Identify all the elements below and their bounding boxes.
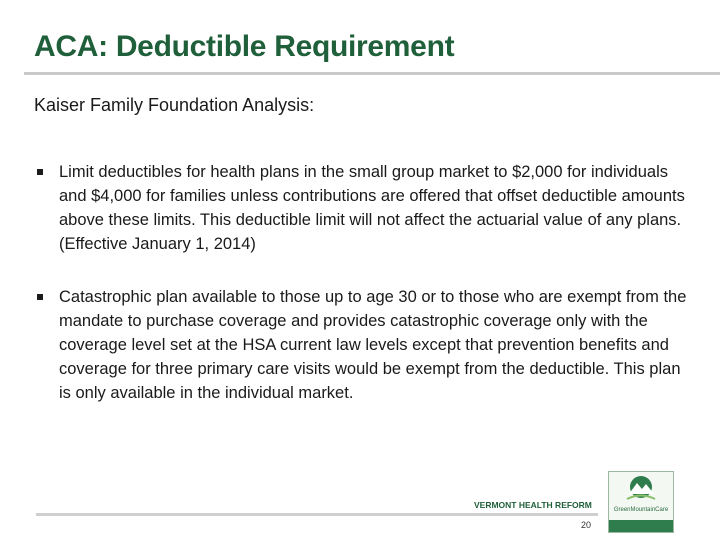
square-bullet-icon <box>37 169 43 175</box>
bullet-item <box>34 160 694 256</box>
mountain-icon <box>609 472 673 506</box>
bullet-item <box>34 285 694 405</box>
square-bullet-icon <box>37 294 43 300</box>
bullet-text: Catastrophic plan available to those up to age 30 or to those who are exempt from the mandate to purchase coverage and provides catastrophic coverage only with the coverage level set at the HSA current law levels except that prevention benefits and coverage for three primary care visits would be exempt from the deductible. This plan is only available in the individual market. <box>59 288 687 402</box>
logo-band <box>609 520 673 532</box>
page-number: 20 <box>581 520 592 530</box>
slide-title: ACA: Deductible Requirement <box>34 30 455 63</box>
bullet-list <box>34 160 694 434</box>
green-mountain-care-logo <box>608 471 674 533</box>
bullet-text: Limit deductibles for health plans in the small group market to $2,000 for individuals and $4,000 for families unless contributions are offered that offset deductible amounts above these limits. This deductible limit will not affect the actuarial value of any plans. (Effective January 1, 2014) <box>59 163 685 253</box>
footer-label: VERMONT HEALTH REFORM <box>474 500 592 510</box>
title-divider <box>24 72 720 75</box>
slide-subtitle: Kaiser Family Foundation Analysis: <box>34 95 315 115</box>
footer-divider <box>36 513 598 516</box>
logo-wordmark: GreenMountainCare <box>613 507 669 513</box>
